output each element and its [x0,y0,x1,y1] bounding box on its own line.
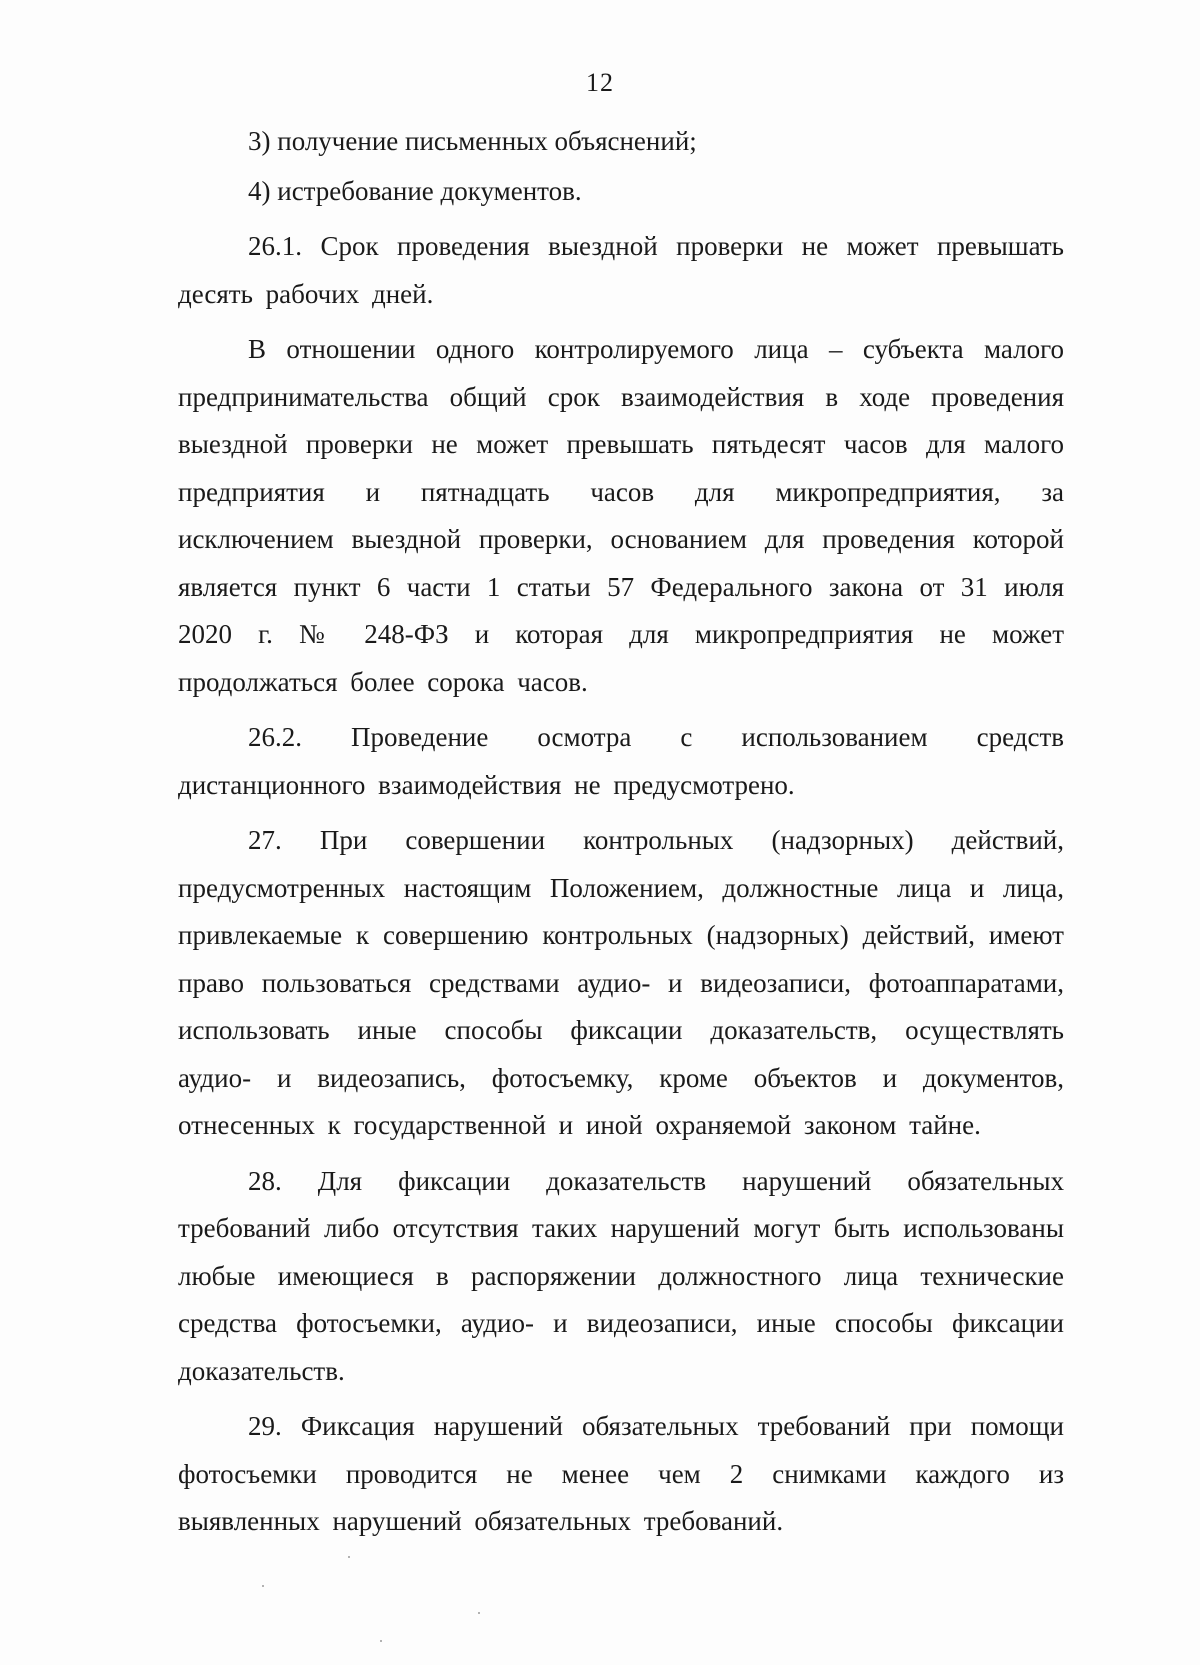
paragraph-28: 28. Для фиксации доказательств нарушений обязательных требований либо отсутствия таких нарушений могут быть использованы любые имеющиеся в распоряжении должностного лица технические средства фотосъемки, аудио- и видеозаписи, иные способы фиксации доказательств. [178,1165,1064,1386]
scan-speck [262,1585,264,1587]
paragraph-26-2: 26.2. Проведение осмотра с использованием средств дистанционного взаимодействия не предусмотрено. [178,722,1064,800]
list-item-written-explanations: 3) получение письменных объяснений; [248,126,697,156]
scan-speck [380,1640,382,1642]
paragraph-27: 27. При совершении контрольных (надзорных) действий, предусмотренных настоящим Положением, должностные лица и лица, привлекаемые к совершению контрольных (надзорных) действий, имеют право пользоваться средствами аудио- и видеозаписи, фотоаппаратами, использовать иные способы фиксации доказательств, осуществлять аудио- и видеозапись, фотосъемку, кроме объектов и документов, отнесенных к государственной и иной охраняемой законом тайне. [178,825,1064,1140]
scan-speck [348,1556,350,1558]
scan-speck [478,1612,480,1614]
list-item-document-request: 4) истребование документов. [248,175,582,206]
page-number: 12 [586,68,614,97]
document-body [178,118,1064,1550]
paragraph-29: 29. Фиксация нарушений обязательных требований при помощи фотосъемки проводится не менее чем 2 снимками каждого из выявленных нарушений обязательных требований. [178,1411,1064,1536]
paragraph-small-business-limit: В отношении одного контролируемого лица – субъекта малого предпринимательства общий срок взаимодействия в ходе проведения выездной проверки не может превышать пятьдесят часов для малого предприятия и пятнадцать часов для микропредприятия, за исключением выездной проверки, основанием для проведения которой является пункт 6 части 1 статьи 57 Федерального закона от 31 июля 2020 г. № 248-ФЗ и которая для микропредприятия не может продолжаться более сорока часов. [178,334,1064,697]
paragraph-26-1: 26.1. Срок проведения выездной проверки не может превышать десять рабочих дней. [178,231,1064,309]
